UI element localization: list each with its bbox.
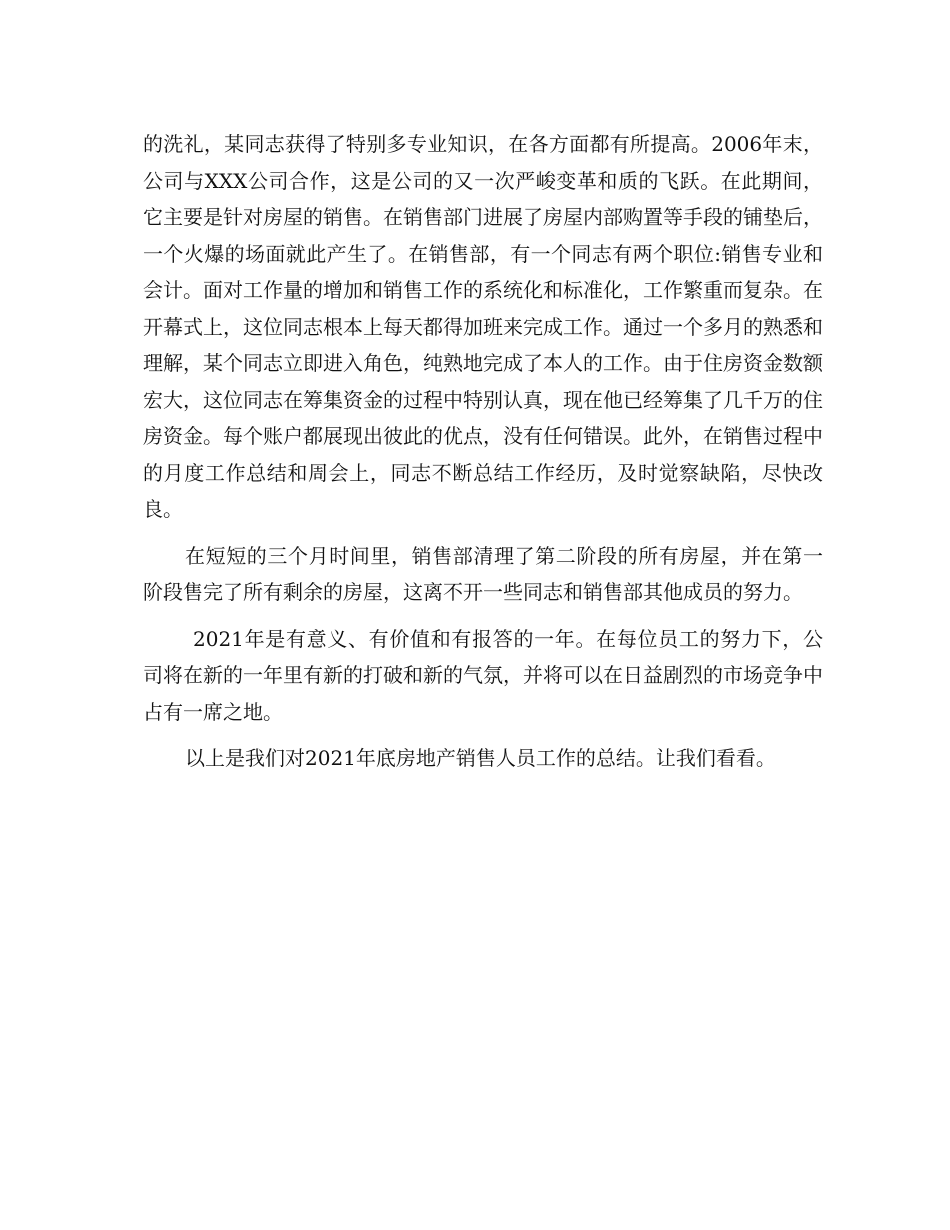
paragraph-conclusion: 以上是我们对2021年底房地产销售人员工作的总结。让我们看看。 xyxy=(185,746,776,770)
paragraph-year-summary: 2021年是有意义、有价值和有报答的一年。在每位员工的努力下，公司将在新的一年里有新的打破和新的气氛，并将可以在日益剧烈的市场竞争中占有一席之地。 xyxy=(143,626,823,724)
paragraph-sales-achievement: 在短短的三个月时间里，销售部清理了第二阶段的所有房屋，并在第一阶段售完了所有剩余的房屋，这离不开一些同志和销售部其他成员的努力。 xyxy=(143,543,823,604)
paragraph-continued: 的洗礼，某同志获得了特别多专业知识，在各方面都有所提高。2006年末，公司与XXX公司合作，这是公司的又一次严峻变革和质的飞跃。在此期间，它主要是针对房屋的销售。在销售部门进展了房屋内部购置等手段的铺垫后，一个火爆的场面就此产生了。在销售部，有一个同志有两个职位:销售专业和会计。面对工作量的增加和销售工作的系统化和标准化，工作繁重而复杂。在开幕式上，这位同志根本上每天都得加班来完成工作。通过一个多月的熟悉和理解，某个同志立即进入角色，纯熟地完成了本人的工作。由于住房资金数额宏大，这位同志在筹集资金的过程中特别认真，现在他已经筹集了几千万的住房资金。每个账户都展现出彼此的优点，没有任何错误。此外，在销售过程中的月度工作总结和周会上，同志不断总结工作经历，及时觉察缺陷，尽快改良。 xyxy=(143,132,823,521)
document-body xyxy=(143,126,823,787)
